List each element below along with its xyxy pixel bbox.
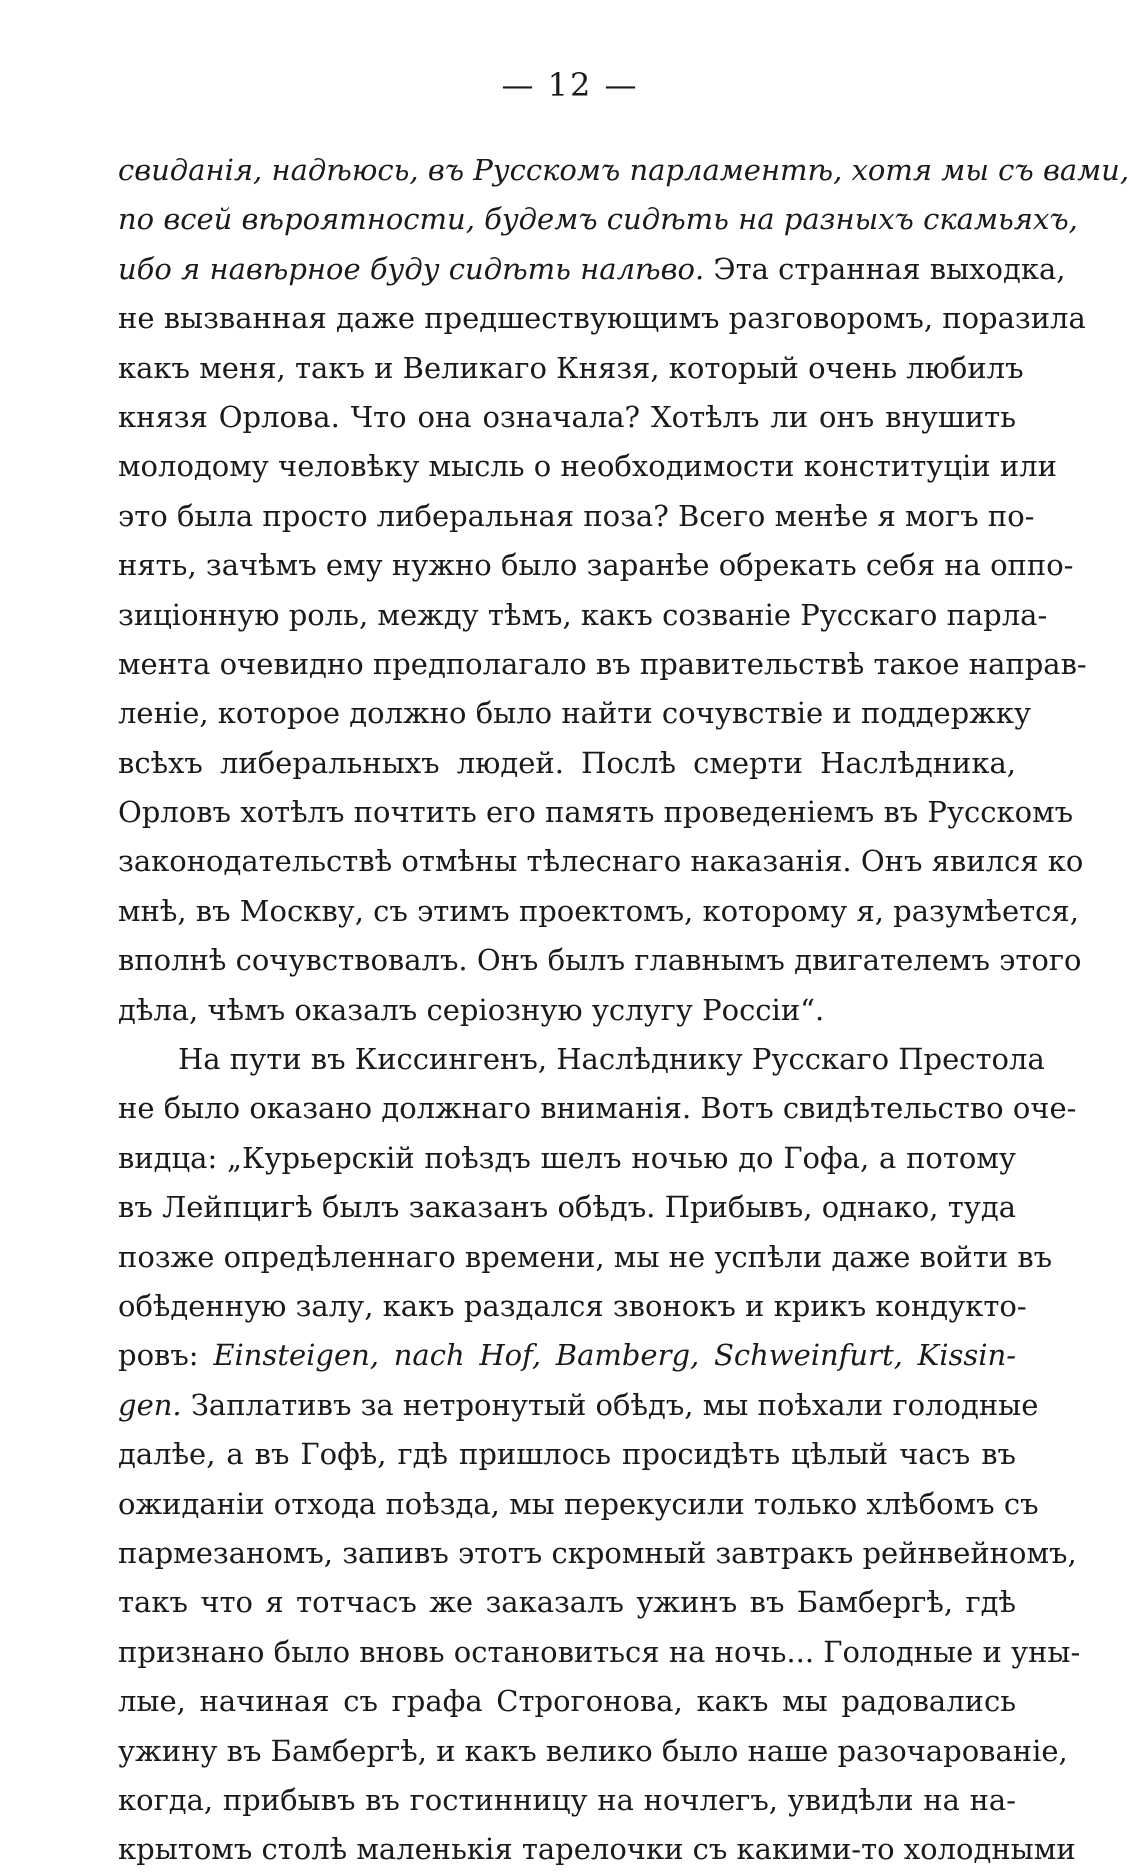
italic-text-segment: по всей вѣроятности, будемъ сидѣть на разныхъ скамьяхъ, bbox=[118, 202, 1078, 237]
text-line bbox=[118, 1628, 1081, 1677]
text-line bbox=[118, 492, 1035, 541]
italic-text-segment: Einsteigen, nach Hof, Bamberg, Schweinfurt, Kissin- bbox=[213, 1338, 1017, 1373]
text-line bbox=[118, 1084, 1077, 1133]
text-line bbox=[118, 1035, 1045, 1084]
italic-text-segment: gen. bbox=[118, 1387, 191, 1422]
page-number: — 12 — bbox=[501, 66, 639, 104]
text-segment: въ Лейпцигѣ былъ заказанъ обѣдъ. Прибывъ, однако, туда bbox=[118, 1190, 1016, 1225]
text-line bbox=[118, 986, 1016, 1035]
text-segment: нять, зачѣмъ ему нужно было заранѣе обрекать себя на оппо- bbox=[118, 548, 1074, 583]
text-segment: далѣе, а въ Гофѣ, гдѣ пришлось просидѣть цѣлый часъ въ bbox=[118, 1437, 1016, 1472]
italic-text-segment: свиданія, надѣюсь, въ Русскомъ парламентѣ, хотя мы съ вами, bbox=[118, 153, 1130, 187]
text-line bbox=[118, 1529, 1077, 1578]
text-line bbox=[118, 591, 1048, 640]
body-text bbox=[118, 146, 1130, 1875]
text-line bbox=[118, 1825, 1076, 1874]
text-line bbox=[118, 1282, 1027, 1331]
text-segment: обѣденную залу, какъ раздался звонокъ и крикъ кондукто- bbox=[118, 1288, 1027, 1323]
text-line bbox=[118, 1183, 1016, 1232]
text-segment: князя Орлова. Что она означала? Хотѣлъ ли онъ внушить bbox=[118, 399, 1016, 434]
text-segment: Заплативъ за нетронутый обѣдъ, мы поѣхали голодные bbox=[190, 1387, 1039, 1422]
text-segment: вполнѣ сочувствовалъ. Онъ былъ главнымъ двигателемъ этого bbox=[118, 943, 1082, 978]
text-segment: пармезаномъ, запивъ этотъ скромный завтракъ рейнвейномъ, bbox=[118, 1535, 1077, 1570]
text-segment: леніе, которое должно было найти сочувствіе и поддержку bbox=[118, 696, 1032, 731]
text-line bbox=[118, 1677, 1016, 1726]
text-line bbox=[118, 195, 1078, 244]
text-line bbox=[118, 146, 1130, 195]
text-line bbox=[118, 1727, 1068, 1776]
text-segment: не было оказано должнаго вниманія. Вотъ свидѣтельство оче- bbox=[118, 1091, 1077, 1126]
text-segment: молодому человѣку мысль о необходимости конституціи или bbox=[118, 449, 1057, 484]
text-segment: ужину въ Бамбергѣ, и какъ велико было наше разочарованіе, bbox=[118, 1733, 1068, 1768]
text-line bbox=[118, 1381, 1039, 1430]
text-line bbox=[118, 1233, 1053, 1282]
text-segment: признано было вновь остановиться на ночь... Голодные и уны- bbox=[118, 1634, 1081, 1669]
text-segment: ожиданіи отхода поѣзда, мы перекусили только хлѣбомъ съ bbox=[118, 1486, 1039, 1521]
text-line bbox=[118, 294, 1086, 343]
text-line bbox=[118, 1134, 1016, 1183]
text-segment: видца: „Курьерскій поѣздъ шелъ ночью до Гофа, а потому bbox=[118, 1140, 1016, 1175]
text-segment: Орловъ хотѣлъ почтить его память проведеніемъ въ Русскомъ bbox=[118, 795, 1074, 830]
text-line bbox=[118, 689, 1032, 738]
text-line bbox=[118, 393, 1016, 442]
text-segment: позже опредѣленнаго времени, мы не успѣли даже войти въ bbox=[118, 1239, 1053, 1274]
text-segment: лые, начиная съ графа Строгонова, какъ мы радовались bbox=[118, 1684, 1016, 1719]
text-segment: крытомъ столѣ маленькія тарелочки съ какими-то холодными bbox=[118, 1832, 1076, 1867]
text-segment: мнѣ, въ Москву, съ этимъ проектомъ, которому я, разумѣется, bbox=[118, 893, 1079, 928]
text-line bbox=[118, 837, 1084, 886]
text-line bbox=[118, 1578, 1016, 1627]
text-line bbox=[118, 442, 1057, 491]
text-line bbox=[118, 1776, 1016, 1825]
text-line bbox=[118, 640, 1087, 689]
text-segment: зиціонную роль, между тѣмъ, какъ созваніе Русскаго парла- bbox=[118, 597, 1048, 632]
text-line bbox=[118, 1430, 1016, 1479]
text-segment: когда, прибывъ въ гостинницу на ночлегъ, увидѣли на на- bbox=[118, 1782, 1016, 1817]
text-segment: законодательствѣ отмѣны тѣлеснаго наказанія. Онъ явился ко bbox=[118, 844, 1084, 879]
text-segment: не вызванная даже предшествующимъ разговоромъ, поразила bbox=[118, 301, 1086, 336]
text-line bbox=[118, 887, 1079, 936]
text-line bbox=[118, 1331, 1016, 1380]
text-line bbox=[118, 936, 1082, 985]
italic-text-segment: ибо я навѣрное буду сидѣть налѣво. bbox=[118, 251, 714, 286]
text-segment: такъ что я тотчасъ же заказалъ ужинъ въ Бамбергѣ, гдѣ bbox=[118, 1585, 1016, 1620]
text-segment: На пути въ Киссингенъ, Наслѣднику Русскаго Престола bbox=[178, 1042, 1045, 1077]
text-line bbox=[118, 541, 1074, 590]
text-segment: это была просто либеральная поза? Всего менѣе я могъ по- bbox=[118, 498, 1035, 533]
text-segment: Эта странная выходка, bbox=[713, 251, 1066, 286]
text-segment: мента очевидно предполагало въ правительствѣ такое направ- bbox=[118, 646, 1087, 681]
text-segment: дѣла, чѣмъ оказалъ серіозную услугу Россіи“. bbox=[118, 992, 825, 1027]
text-segment: ровъ: bbox=[118, 1338, 214, 1373]
text-segment: всѣхъ либеральныхъ людей. Послѣ смерти Наслѣдника, bbox=[118, 745, 1016, 780]
text-line bbox=[118, 739, 1016, 788]
text-line bbox=[118, 1480, 1039, 1529]
text-segment: какъ меня, такъ и Великаго Князя, который очень любилъ bbox=[118, 350, 1024, 385]
text-line bbox=[118, 344, 1024, 393]
text-line bbox=[118, 245, 1066, 294]
text-line bbox=[118, 788, 1074, 837]
